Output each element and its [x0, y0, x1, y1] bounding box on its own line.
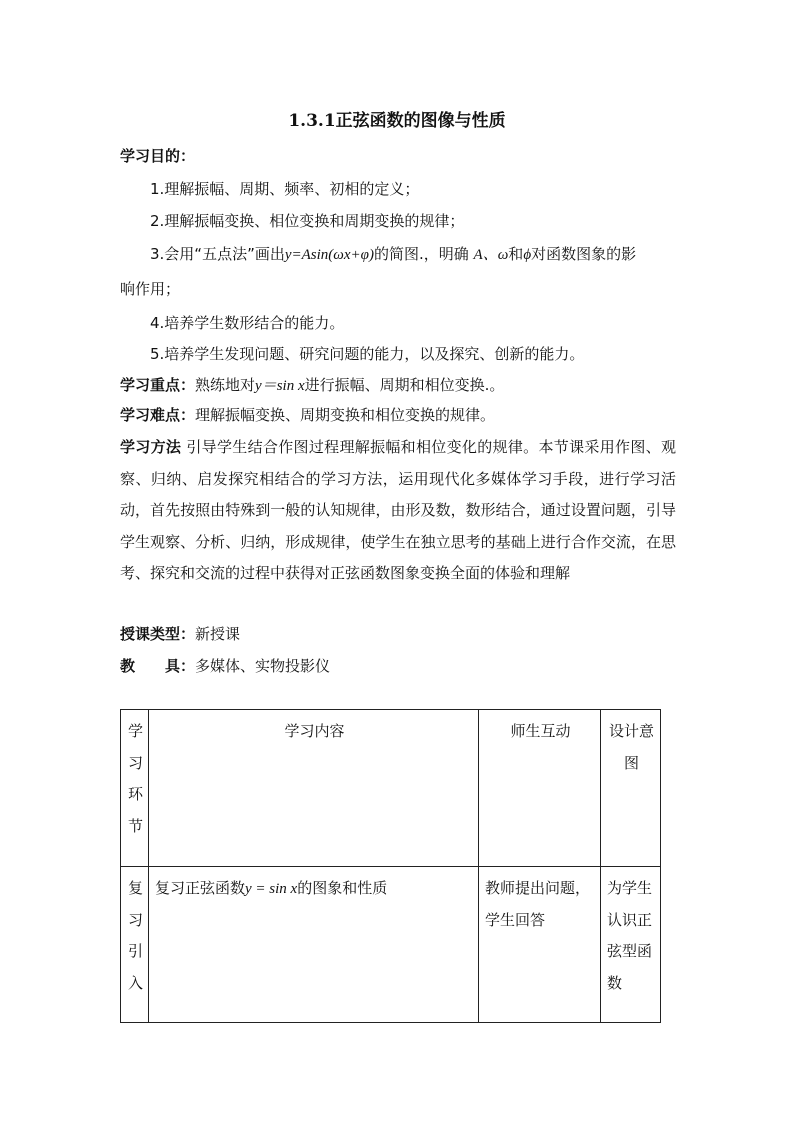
method-label: 学习方法	[120, 438, 182, 456]
header-interaction: 师生互动	[479, 710, 601, 867]
cell-content	[149, 867, 479, 1023]
objectives-label: 学习目的：	[120, 147, 196, 165]
parameter-vars: A、ω	[473, 247, 509, 263]
table-row	[121, 867, 661, 1023]
objective-item-3	[150, 243, 636, 264]
content-post: 的图象和性质	[297, 879, 388, 897]
teaching-tools	[120, 655, 330, 676]
cell-intent: 为学生认识正弦型函数	[601, 867, 661, 1023]
method-text: 引导学生结合作图过程理解振幅和相位变化的规律。本节课采用作图、观察、归纳、启发探究相结合的学习方法，运用现代化多媒体学习手段，进行学习活动，首先按照由特殊到一般的认知规律，由形及数，数形结合，通过设置问题，引导学生观察、分析、归纳，形成规律，使学生在独立思考的基础上进行合作交流，在思考、探究和交流的过程中获得对正弦函数图象变换全面的体验和理解	[120, 438, 676, 582]
objective-item-5: 5.培养学生发现问题、研究问题的能力，以及探究、创新的能力。	[150, 345, 585, 363]
difficulties	[120, 404, 495, 425]
objective-item-1: 1.理解振幅、周期、频率、初相的定义；	[150, 180, 420, 198]
objective-item-3-and: 和	[508, 245, 524, 263]
page-title: 1.3.1正弦函数的图像与性质	[288, 111, 506, 131]
tools-text: 多媒体、实物投影仪	[195, 657, 331, 675]
content-formula: y = sin x	[245, 881, 298, 897]
difficulties-text: 理解振幅变换、周期变换和相位变换的规律。	[195, 406, 496, 424]
objective-item-3-continued: 响作用；	[120, 280, 181, 298]
cell-stage: 复习引入	[121, 867, 149, 1023]
difficulties-label: 学习难点：	[120, 406, 196, 424]
objective-item-3-pre: 3.会用“五点法”画出	[150, 245, 285, 263]
content-pre: 复习正弦函数	[155, 879, 246, 897]
objective-item-3-mid: 的简图.，明确	[373, 245, 469, 263]
header-intent: 设计意图	[601, 710, 661, 867]
lesson-type-label: 授课类型：	[120, 625, 196, 643]
key-points-label: 学习重点：	[120, 376, 196, 394]
lesson-type	[120, 623, 240, 644]
key-points-pre: 熟练地对	[195, 376, 256, 394]
header-stage: 学习环节	[121, 710, 149, 867]
lesson-type-text: 新授课	[195, 625, 241, 643]
objective-item-2: 2.理解振幅变换、相位变换和周期变换的规律；	[150, 212, 465, 230]
lesson-table	[120, 709, 661, 1023]
tools-label: 教 具：	[120, 657, 196, 675]
key-points-formula: y＝sin x	[255, 378, 305, 394]
cell-interaction: 教师提出问题，学生回答	[479, 867, 601, 1023]
table-header-row	[121, 710, 661, 867]
header-content: 学习内容	[149, 710, 479, 867]
key-points-post: 进行振幅、周期和相位变换.。	[304, 376, 505, 394]
key-points	[120, 374, 504, 395]
objective-item-3-post: 对函数图象的影	[531, 245, 637, 263]
phi-symbol: ϕ	[523, 247, 532, 263]
sine-formula: y=Asin(ωx+φ)	[284, 247, 374, 263]
method-paragraph	[120, 432, 676, 590]
objective-item-4: 4.培养学生数形结合的能力。	[150, 314, 345, 332]
